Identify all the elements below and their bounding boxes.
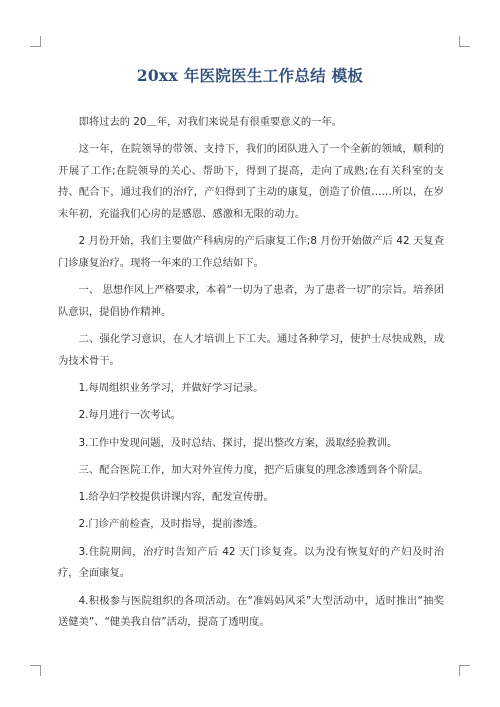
paragraph-section-3: 三、配合医院工作，加大对外宣传力度，把产后康复的理念渗透到各个阶层。 — [78, 463, 429, 476]
paragraph-section-1: 一、 思想作风上严格要求，本着“一切为了患者，为了患者一切”的宗旨。培养团队意识，提倡协作精神。 — [58, 284, 444, 318]
paragraph-work-scope: 2 月份开始，我们主要做产科病房的产后康复工作;8 月份开始做产后 42 天复查门诊康复治疗。现将一年来的工作总结如下。 — [58, 235, 444, 269]
crop-mark-top-right — [459, 36, 470, 47]
paragraph-section-2-item-2: 2.每月进行一次考试。 — [78, 409, 182, 422]
document-title: 20xx 年医院医生工作总结 模板 — [136, 66, 364, 85]
paragraph-intro: 即将过去的 20＿年，对我们来说是有很重要意义的一年。 — [78, 116, 343, 128]
paragraph-section-2: 二、强化学习意识，在人才培训上下工夫。通过各种学习，使护士尽快成熟，成为技术骨干。 — [58, 333, 444, 367]
paragraph-section-3-item-1: 1.给孕妇学校提供讲课内容，配发宣传册。 — [78, 491, 274, 504]
paragraph-section-2-item-1: 1.每周组织业务学习，并做好学习记录。 — [78, 381, 264, 394]
paragraph-section-3-item-2: 2.门诊产前检查，及时指导，提前渗透。 — [78, 518, 264, 531]
paragraph-section-3-item-3: 3.住院期间，治疗时告知产后 42 天门诊复查。以为没有恢复好的产妇及时治疗，全面康复。 — [58, 545, 444, 580]
crop-mark-bottom-right — [459, 665, 470, 676]
paragraph-year-review: 这一年，在院领导的带领、支持下，我们的团队进入了一个全新的领域，顺利的开展了工作;在院领导的关心、帮助下，得到了提高，走向了成熟;在有关科室的支持、配合下，通过我们的治疗，产妇得到了主动的康复，创造了价值……所以，在岁末年初，充溢我们心房的是感恩、感激和无限的动力。 — [58, 143, 444, 221]
paragraph-section-2-item-3: 3.工作中发现问题，及时总结、探讨，提出整改方案，汲取经验教训。 — [78, 436, 398, 449]
paragraph-section-3-item-4: 4.积极参与医院组织的各项活动。在“准妈妈风采”大型活动中，适时推出“抽奖送健美”、“健美我自信”活动，提高了透明度。 — [58, 594, 444, 629]
crop-mark-bottom-left — [30, 665, 41, 676]
crop-mark-top-left — [30, 36, 41, 47]
document-body — [58, 112, 444, 639]
